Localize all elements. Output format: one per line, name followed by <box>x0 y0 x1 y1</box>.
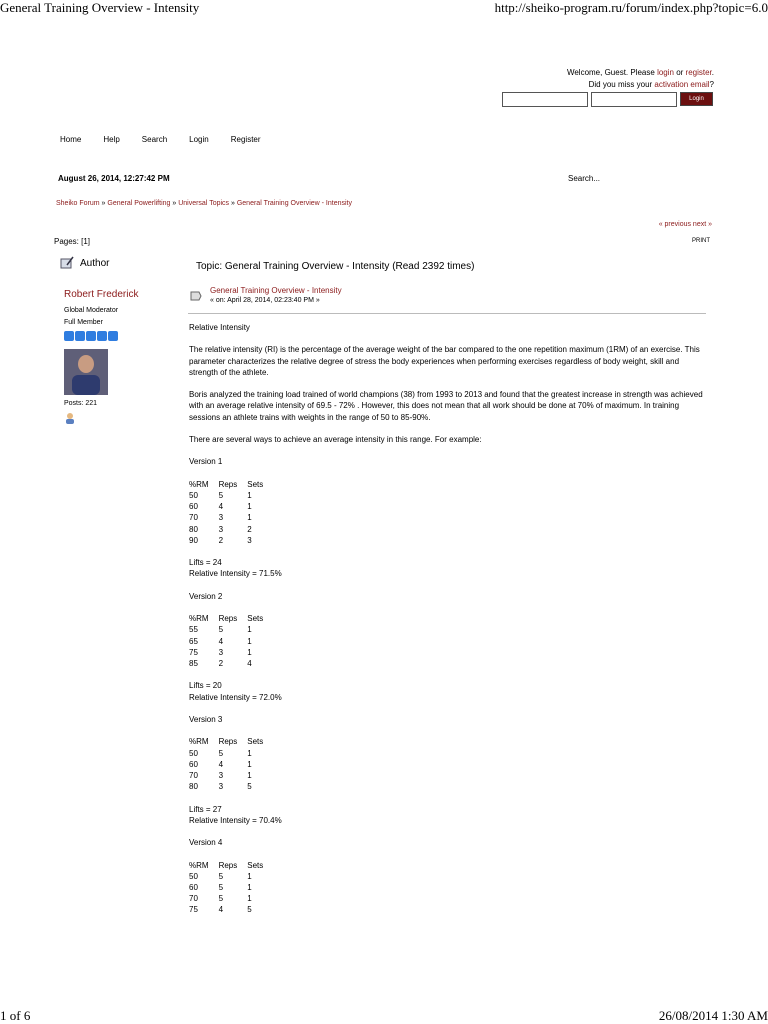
table-row <box>189 770 273 781</box>
table-row <box>189 658 273 669</box>
avatar <box>64 349 108 395</box>
breadcrumb-sep: » <box>229 200 237 207</box>
activation-email-link[interactable]: activation email <box>654 80 710 89</box>
nav-search[interactable]: Search <box>141 135 168 144</box>
table-cell: 85 <box>189 658 198 668</box>
table-cell: 65 <box>189 636 198 646</box>
table-header-cell: Reps <box>218 860 238 870</box>
print-page-title: General Training Overview - Intensity <box>0 0 200 15</box>
poster-posts: Posts: 221 <box>64 400 98 407</box>
poster-rank: Full Member <box>64 319 103 326</box>
print-button[interactable]: PRINT <box>692 238 710 244</box>
prev-next-links[interactable]: « previous next » <box>658 221 712 228</box>
versions-list <box>189 456 709 915</box>
activation-suffix: ? <box>709 80 714 89</box>
table-row <box>189 647 273 658</box>
table-cell: 4 <box>218 905 224 915</box>
table-row <box>189 636 273 647</box>
table-cell: 55 <box>189 625 198 635</box>
table-cell: 70 <box>189 770 198 780</box>
table-header-cell: %RM <box>189 737 209 747</box>
version-title: Version 2 <box>189 591 223 601</box>
author-label: Author <box>80 257 110 269</box>
table-cell: 1 <box>247 871 252 881</box>
rank-star-icon <box>108 331 118 341</box>
author-header <box>60 256 109 270</box>
table-cell: 2 <box>218 535 224 545</box>
table-header-cell: Sets <box>247 479 264 489</box>
table-cell: 1 <box>247 636 252 646</box>
table-cell: 70 <box>189 513 198 523</box>
table-cell: 5 <box>218 748 224 758</box>
table-row <box>189 535 273 546</box>
table-header-cell: Reps <box>218 737 238 747</box>
table-cell: 1 <box>247 490 252 500</box>
table-cell: 75 <box>189 905 198 915</box>
table-header-cell: Sets <box>247 737 264 747</box>
version-block <box>189 591 709 703</box>
table-row <box>189 490 273 501</box>
table-cell: 80 <box>189 782 198 792</box>
breadcrumb-universal-topics[interactable]: Universal Topics <box>178 200 230 207</box>
poster-meta <box>64 305 118 329</box>
profile-icon[interactable] <box>64 412 76 427</box>
topic-icon <box>60 256 74 270</box>
table-cell: 4 <box>218 759 224 769</box>
table-row <box>189 781 273 792</box>
table-row <box>189 904 273 915</box>
username-input[interactable] <box>502 92 588 107</box>
nav-register[interactable]: Register <box>230 135 261 144</box>
search-label[interactable]: Search... <box>568 174 601 183</box>
table-row <box>189 524 273 535</box>
password-input[interactable] <box>591 92 677 107</box>
version-relative-intensity: Relative Intensity = 70.4% <box>189 815 282 825</box>
pagination[interactable]: Pages: [1] <box>54 237 91 246</box>
login-button[interactable]: Login <box>680 92 713 106</box>
welcome-or: or <box>673 68 686 77</box>
table-cell: 2 <box>218 658 224 668</box>
version-lifts: Lifts = 27 <box>189 804 222 814</box>
table-cell: 4 <box>218 636 224 646</box>
table-header-cell: %RM <box>189 614 209 624</box>
post-divider <box>188 313 706 314</box>
print-page-url: http://sheiko-program.ru/forum/index.php?topic=6.0 <box>494 0 768 15</box>
version-block <box>189 456 709 579</box>
poster-role: Global Moderator <box>64 307 119 314</box>
nav-login[interactable]: Login <box>189 135 209 144</box>
table-cell: 60 <box>189 759 198 769</box>
post-heading: Relative Intensity <box>189 323 250 332</box>
table-header-cell: Sets <box>247 614 264 624</box>
rank-star-icon <box>64 331 74 341</box>
version-table <box>189 860 273 916</box>
table-row <box>189 759 273 770</box>
table-header-cell: Sets <box>247 860 264 870</box>
version-relative-intensity: Relative Intensity = 72.0% <box>189 692 282 702</box>
table-row <box>189 624 273 635</box>
table-cell: 3 <box>218 647 224 657</box>
table-cell: 60 <box>189 502 198 512</box>
table-row <box>189 748 273 759</box>
table-header-cell: Reps <box>218 479 238 489</box>
version-relative-intensity: Relative Intensity = 71.5% <box>189 569 282 579</box>
breadcrumb-sep: » <box>170 200 179 207</box>
rank-star-icon <box>75 331 85 341</box>
print-datetime: 26/08/2014 1:30 AM <box>658 1008 768 1023</box>
breadcrumb-forum[interactable]: Sheiko Forum <box>56 200 100 207</box>
print-page-number: 1 of 6 <box>0 1008 31 1023</box>
table-header-cell: Reps <box>218 614 238 624</box>
post-icon <box>190 291 202 304</box>
table-cell: 3 <box>218 770 224 780</box>
nav-help[interactable]: Help <box>103 135 120 144</box>
post-paragraph-3: There are several ways to achieve an average intensity in this range. For example: <box>189 434 482 444</box>
main-nav <box>60 135 283 144</box>
table-cell: 2 <box>247 524 252 534</box>
table-cell: 50 <box>189 490 198 500</box>
table-row <box>189 893 273 904</box>
table-cell: 1 <box>247 894 252 904</box>
table-cell: 1 <box>247 625 252 635</box>
table-cell: 5 <box>218 894 224 904</box>
table-row <box>189 871 273 882</box>
rank-star-icon <box>97 331 107 341</box>
table-cell: 4 <box>247 658 252 668</box>
table-cell: 70 <box>189 894 198 904</box>
topic-header: Topic: General Training Overview - Intensity (Read 2392 times) <box>196 261 475 272</box>
post-date: « on: April 28, 2014, 02:23:40 PM » <box>210 297 320 304</box>
table-row <box>189 882 273 893</box>
welcome-message <box>567 67 714 91</box>
version-block <box>189 837 709 915</box>
table-cell: 60 <box>189 882 198 892</box>
table-row <box>189 512 273 523</box>
version-lifts: Lifts = 24 <box>189 558 222 568</box>
login-form <box>502 92 713 107</box>
table-cell: 1 <box>247 513 252 523</box>
table-header-cell: %RM <box>189 860 209 870</box>
version-title: Version 4 <box>189 838 223 848</box>
post-paragraph-2: Boris analyzed the training load trained of world champions (38) from 1993 to 2013 and found that the greatest increase in strength was achieved with an average relative intensity of 69.5 - 72% . However, this does not mean that all work should be done at 70% of maximum. In training sessions an athlete trains with weights in the range of 50 to 85-90%. <box>189 390 703 422</box>
table-header-cell: %RM <box>189 479 209 489</box>
table-cell: 1 <box>247 759 252 769</box>
table-cell: 5 <box>218 490 224 500</box>
post-title[interactable]: General Training Overview - Intensity <box>210 286 342 295</box>
register-link[interactable]: register <box>685 68 712 77</box>
current-date: August 26, 2014, 12:27:42 PM <box>58 174 170 183</box>
table-cell: 1 <box>247 882 252 892</box>
table-cell: 3 <box>218 782 224 792</box>
table-cell: 50 <box>189 871 198 881</box>
table-cell: 1 <box>247 502 252 512</box>
table-cell: 90 <box>189 535 198 545</box>
version-table <box>189 479 273 546</box>
post-paragraph-1: The relative intensity (RI) is the percentage of the average weight of the bar compared to the one repetition maximum (1RM) of an exercise. This parameter characterizes the relative degree of stress the body experiences when performing exercises regardless of body weight, skill and strength of the athlete. <box>189 345 700 377</box>
version-table <box>189 736 273 792</box>
table-cell: 75 <box>189 647 198 657</box>
version-title: Version 3 <box>189 714 223 724</box>
rank-star-icon <box>86 331 96 341</box>
version-block <box>189 714 709 826</box>
table-cell: 5 <box>218 625 224 635</box>
breadcrumb-general-powerlifting[interactable]: General Powerlifting <box>107 200 171 207</box>
table-cell: 3 <box>247 535 252 545</box>
table-cell: 5 <box>247 905 252 915</box>
rank-stars <box>64 331 118 341</box>
table-cell: 4 <box>218 502 224 512</box>
version-table <box>189 613 273 669</box>
login-link[interactable]: login <box>657 68 674 77</box>
welcome-suffix: . <box>711 68 714 77</box>
table-cell: 5 <box>218 882 224 892</box>
table-cell: 1 <box>247 647 252 657</box>
version-lifts: Lifts = 20 <box>189 681 222 691</box>
table-cell: 3 <box>218 524 224 534</box>
activation-prefix: Did you miss your <box>588 80 655 89</box>
table-cell: 3 <box>218 513 224 523</box>
table-cell: 80 <box>189 524 198 534</box>
breadcrumb-sep: » <box>99 200 108 207</box>
poster-name[interactable]: Robert Frederick <box>64 289 139 300</box>
version-title: Version 1 <box>189 457 223 467</box>
table-cell: 1 <box>247 748 252 758</box>
table-row <box>189 501 273 512</box>
table-cell: 5 <box>247 782 252 792</box>
table-cell: 5 <box>218 871 224 881</box>
breadcrumb <box>56 200 352 207</box>
table-cell: 50 <box>189 748 198 758</box>
post-body <box>189 322 709 927</box>
nav-home[interactable]: Home <box>60 135 82 144</box>
welcome-prefix: Welcome, Guest. Please <box>566 68 658 77</box>
breadcrumb-topic[interactable]: General Training Overview - Intensity <box>236 200 353 207</box>
table-cell: 1 <box>247 770 252 780</box>
